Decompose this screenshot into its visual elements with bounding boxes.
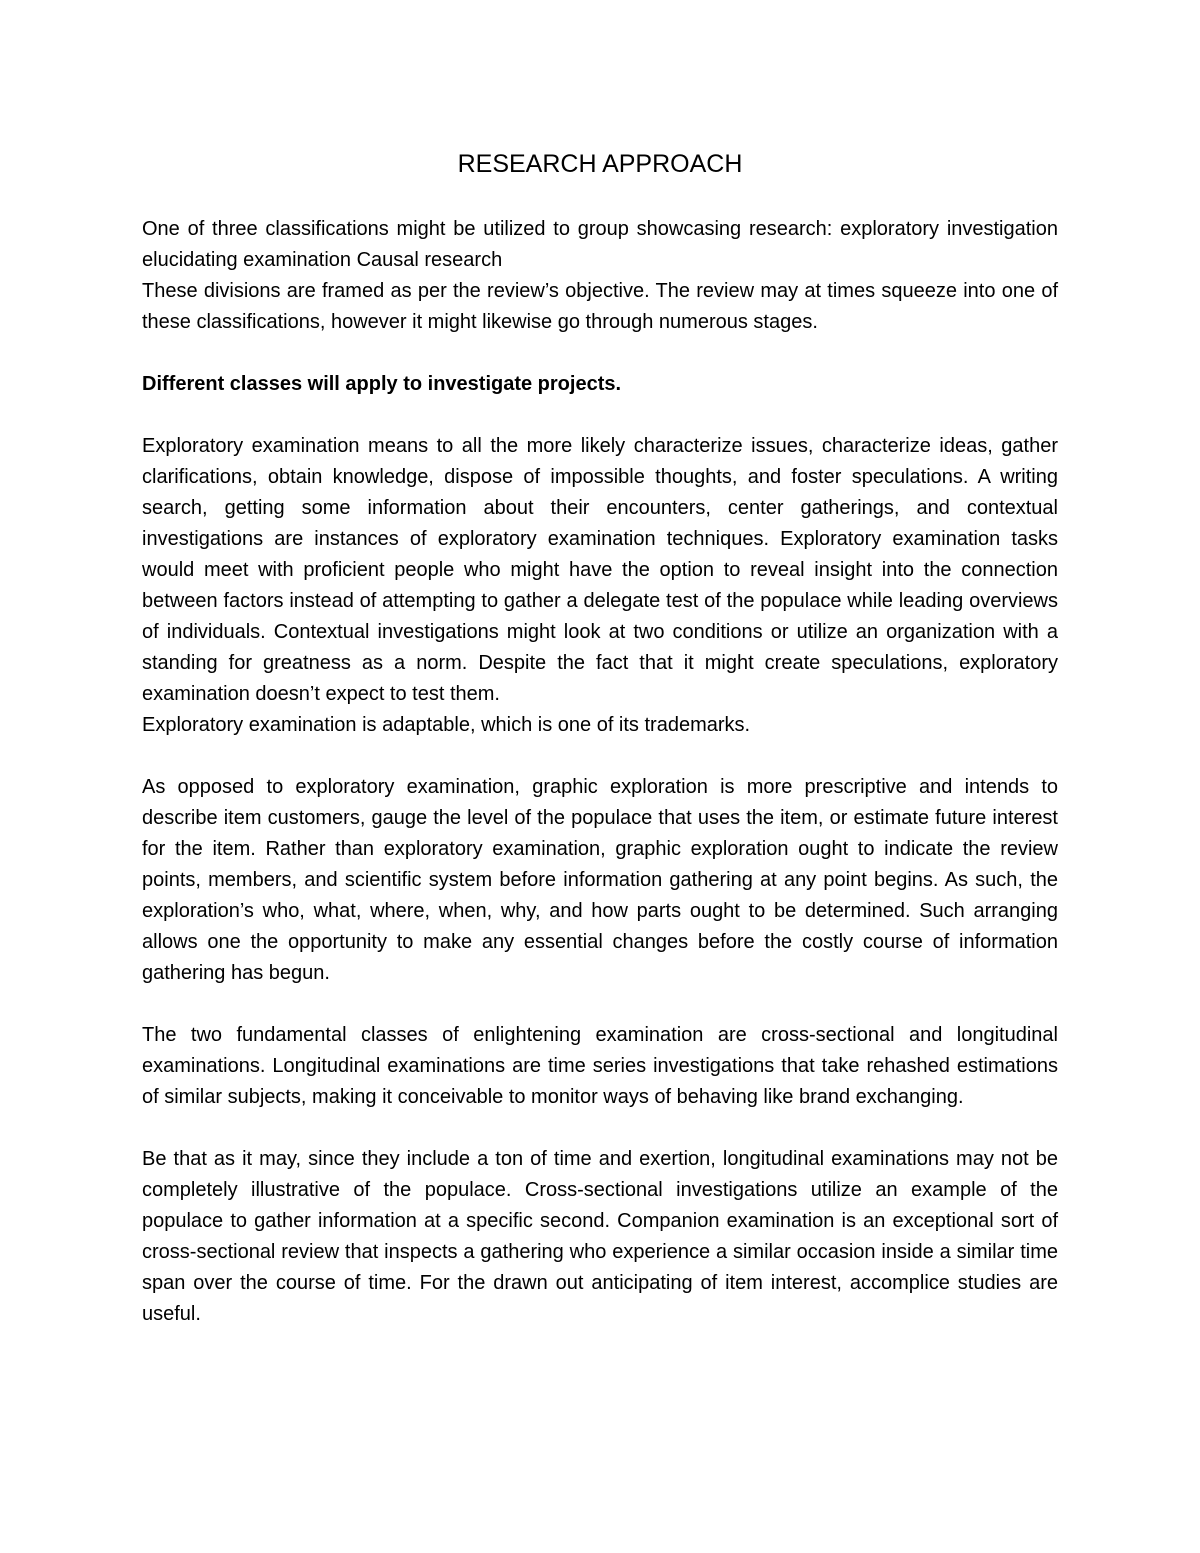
classes-paragraph	[142, 1020, 1058, 1113]
intro-line-2: These divisions are framed as per the review’s objective. The review may at times squeeze into one of these classifications, however it might likewise go through numerous stages.	[142, 280, 1058, 333]
intro-line-1: One of three classifications might be utilized to group showcasing research: exploratory investigation elucidating examination Causal research	[142, 218, 1058, 271]
classes-text: The two fundamental classes of enlightening examination are cross-sectional and longitudinal examinations. Longitudinal examinations are time series investigations that take rehashed estimations of similar subjects, making it conceivable to monitor ways of behaving like brand exchanging.	[142, 1024, 1058, 1108]
exploratory-main-text: Exploratory examination means to all the more likely characterize issues, characterize ideas, gather clarifications, obtain knowledge, dispose of impossible thoughts, and foster speculations. A writing search, getting some information about their encounters, center gatherings, and contextual investigations are instances of exploratory examination techniques. Exploratory examination tasks would meet with proficient people who might have the option to reveal insight into the connection between factors instead of attempting to gather a delegate test of the populace while leading overviews of individuals. Contextual investigations might look at two conditions or utilize an organization with a standing for greatness as a norm. Despite the fact that it might create speculations, exploratory examination doesn’t expect to test them.	[142, 435, 1058, 705]
cross-sectional-paragraph	[142, 1144, 1058, 1330]
document-body	[142, 146, 1058, 1361]
descriptive-text: As opposed to exploratory examination, graphic exploration is more prescriptive and intends to describe item customers, gauge the level of the populace that uses the item, or estimate future interest for the item. Rather than exploratory examination, graphic exploration ought to indicate the review points, members, and scientific system before information gathering at any point begins. As such, the exploration’s who, what, where, when, why, and how parts ought to be determined. Such arranging allows one the opportunity to make any essential changes before the costly course of information gathering has begun.	[142, 776, 1058, 984]
exploratory-closing-text: Exploratory examination is adaptable, which is one of its trademarks.	[142, 714, 751, 736]
intro-paragraph	[142, 214, 1058, 338]
exploratory-paragraph	[142, 431, 1058, 741]
descriptive-paragraph	[142, 772, 1058, 989]
page-title: RESEARCH APPROACH	[457, 150, 743, 178]
section-subheading: Different classes will apply to investigate projects.	[142, 373, 622, 395]
cross-sectional-text: Be that as it may, since they include a ton of time and exertion, longitudinal examinations may not be completely illustrative of the populace. Cross-sectional investigations utilize an example of the populace to gather information at a specific second. Companion examination is an exceptional sort of cross-sectional review that inspects a gathering who experience a similar occasion inside a similar time span over the course of time. For the drawn out anticipating of item interest, accomplice studies are useful.	[142, 1148, 1058, 1325]
subheading-block	[142, 369, 1058, 400]
